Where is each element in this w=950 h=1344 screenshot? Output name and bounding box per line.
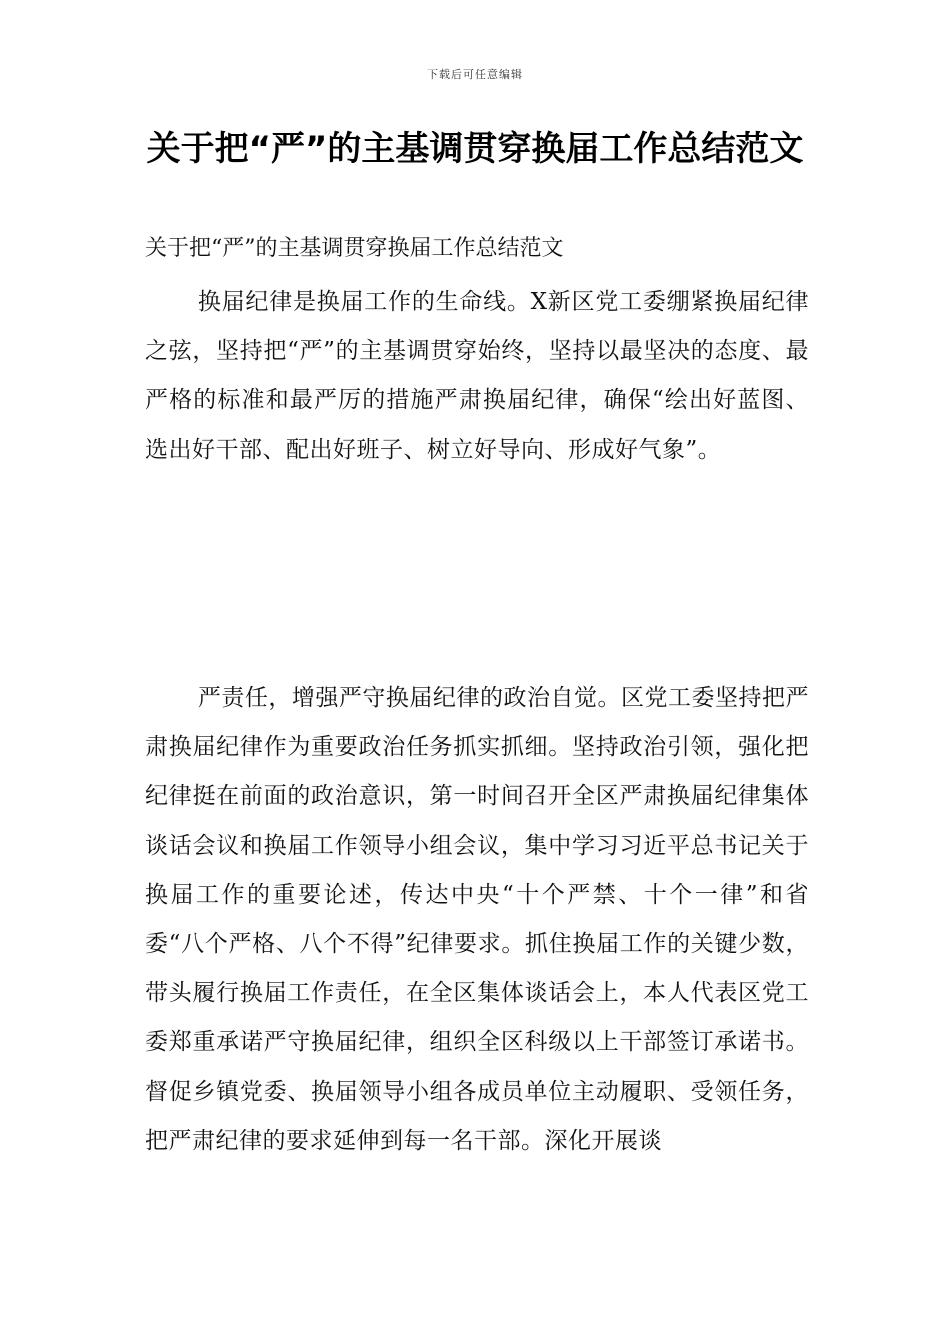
page-title: 关于把“严”的主基调贯穿换届工作总结范文 — [146, 129, 804, 169]
paragraph-intro: 换届纪律是换届工作的生命线。X新区党工委绷紧换届纪律之弦，坚持把“严”的主基调贯穿始终，坚持以最坚决的态度、最严格的标准和最严厉的措施严肃换届纪律，确保“绘出好蓝图、选出好干部、配出好班子、树立好导向、形成好气象”。 — [145, 289, 809, 463]
paragraph-responsibility: 严责任，增强严守换届纪律的政治自觉。区党工委坚持把严肃换届纪律作为重要政治任务抓实抓细。坚持政治引领，强化把纪律挺在前面的政治意识，第一时间召开全区严肃换届纪律集体谈话会议和换届工作领导小组会议，集中学习习近平总书记关于换届工作的重要论述，传达中央“十个严禁、十个一律”和省委“八个严格、八个不得”纪律要求。抓住换届工作的关键少数，带头履行换届工作责任，在全区集体谈话会上，本人代表区党工委郑重承诺严守换届纪律，组织全区科级以上干部签订承诺书。督促乡镇党委、换届领导小组各成员单位主动履职、受领任务，把严肃纪律的要求延伸到每一名干部。深化开展谈 — [145, 685, 809, 1154]
document-subtitle: 关于把“严”的主基调贯穿换届工作总结范文 — [145, 236, 564, 261]
header-note: 下载后可任意编辑 — [427, 68, 523, 81]
